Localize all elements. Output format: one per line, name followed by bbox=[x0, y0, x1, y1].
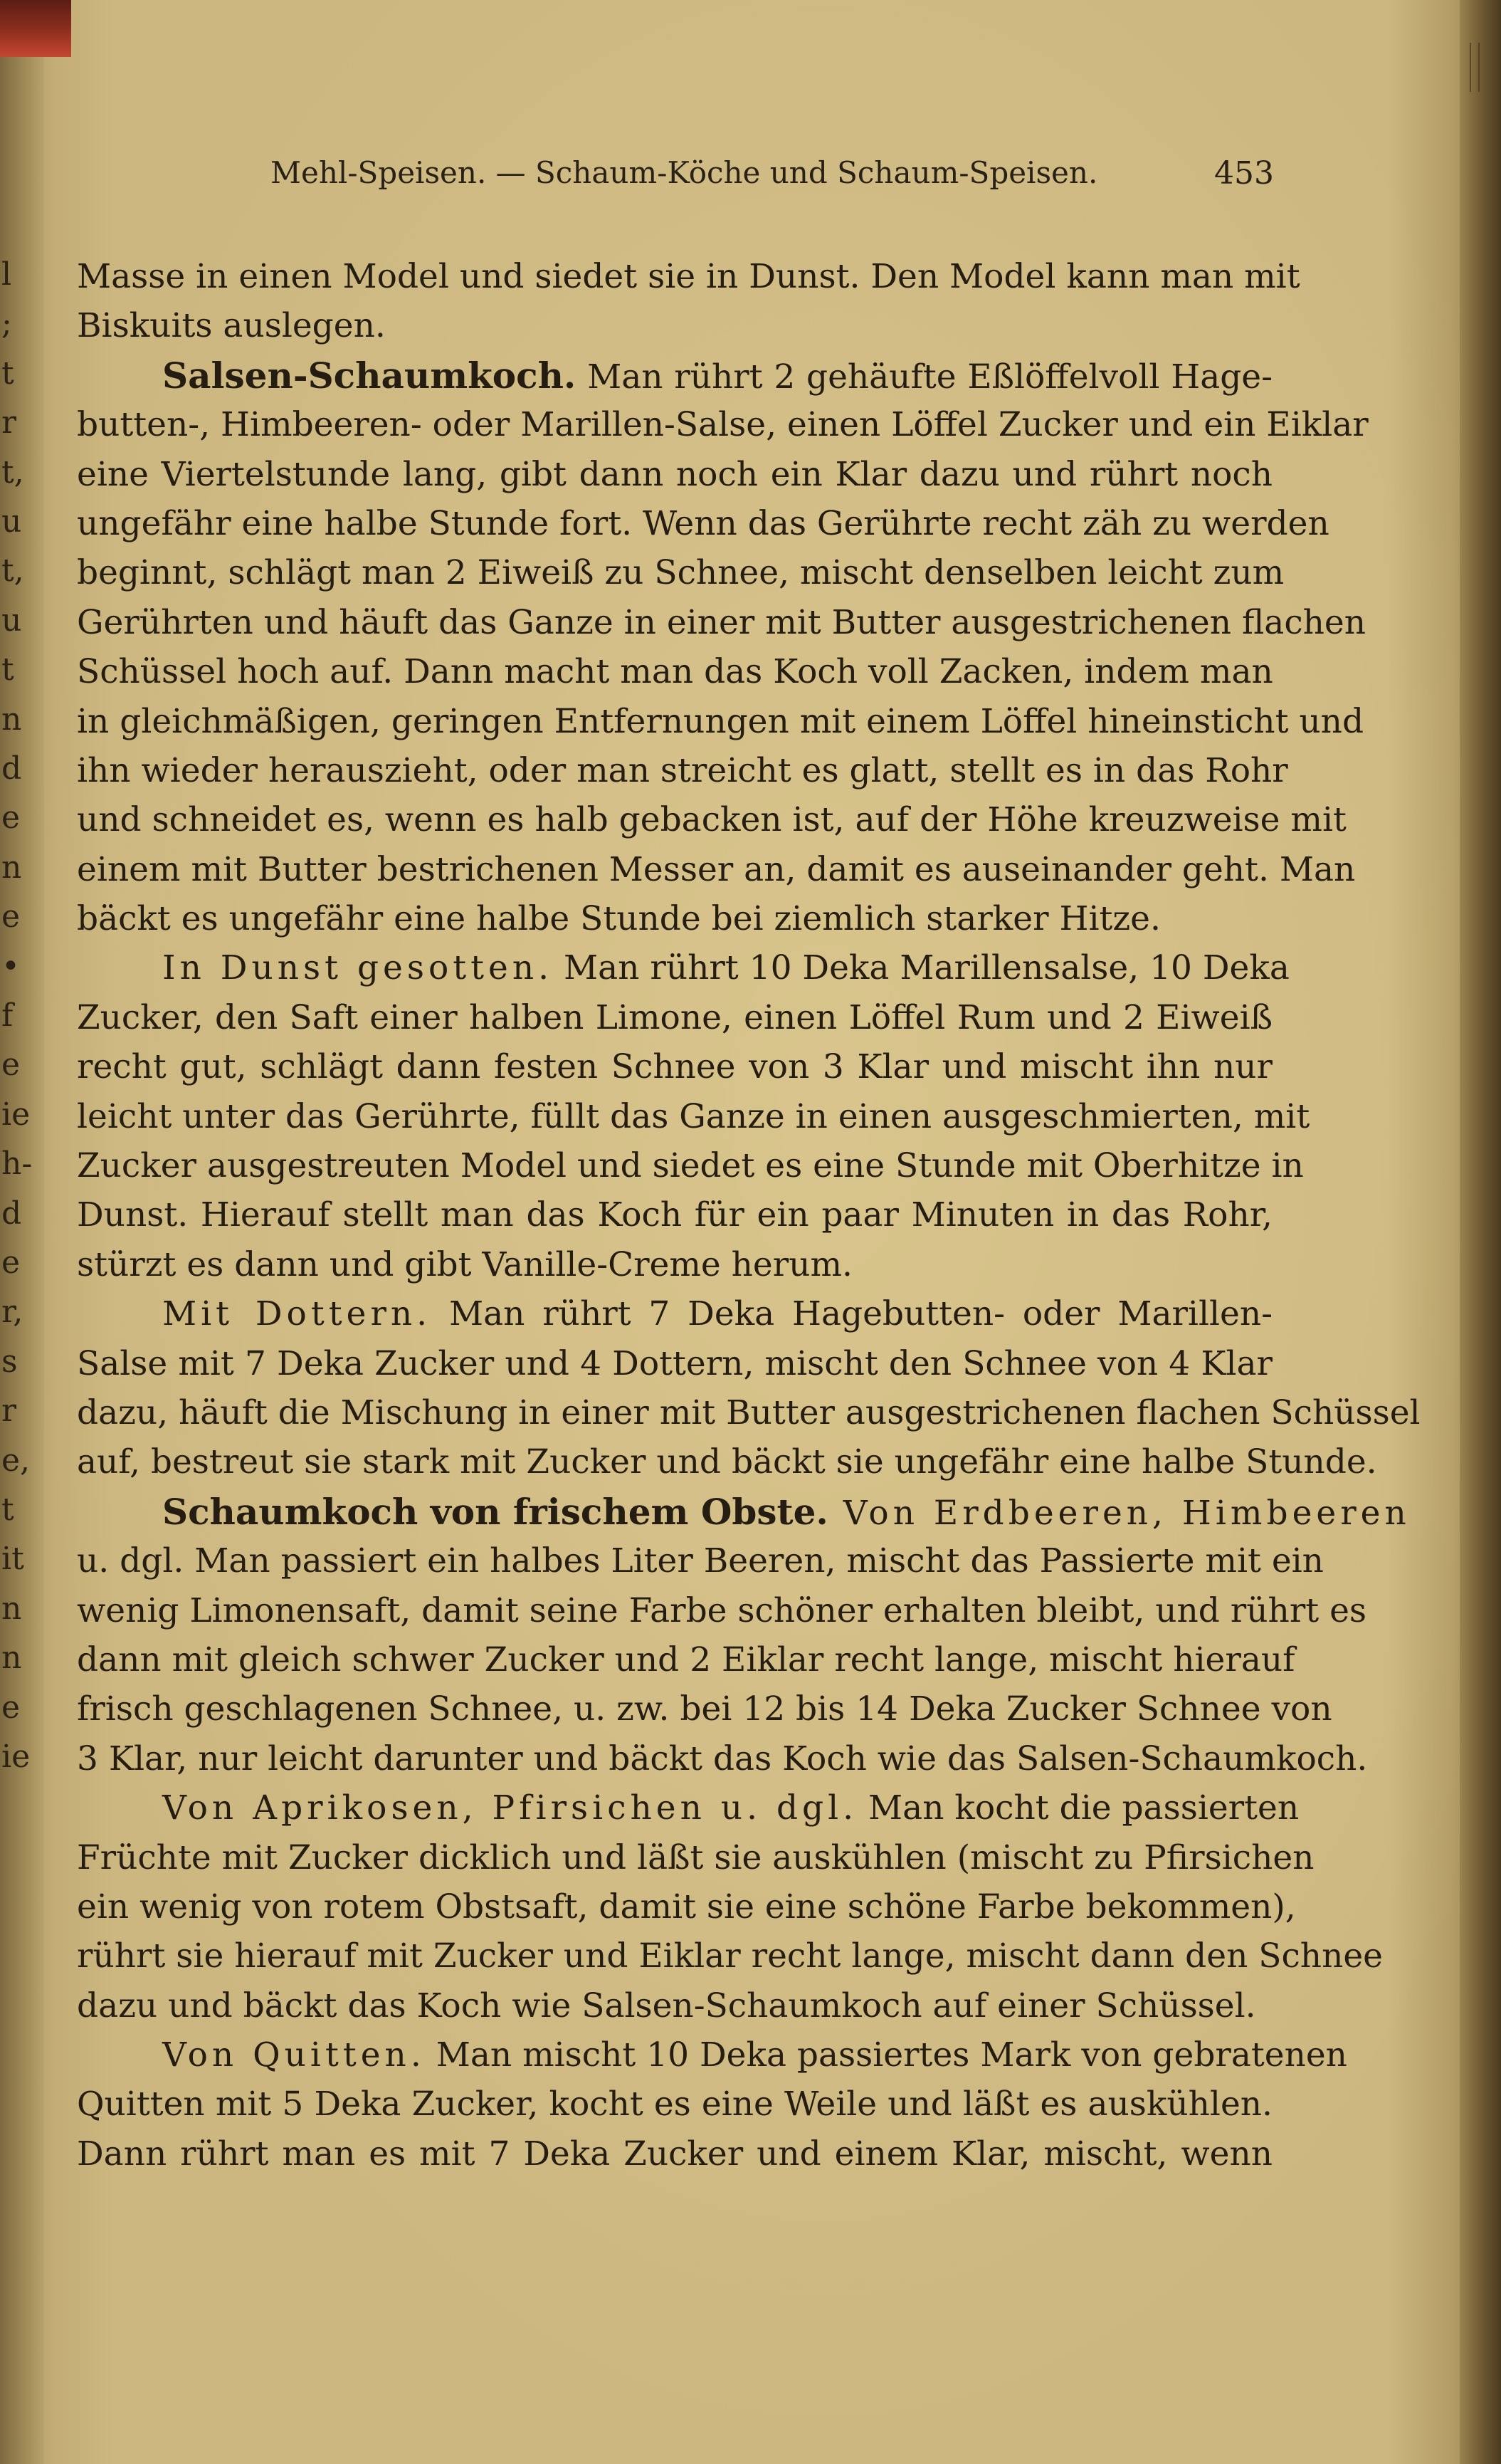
previous-page-letter: d bbox=[1, 1195, 22, 1232]
previous-page-letter: e, bbox=[1, 1442, 31, 1479]
text-line bbox=[77, 1289, 1273, 1338]
text-line: Schüssel hoch auf. Dann macht man das Koch voll Zacken, indem man bbox=[77, 652, 1273, 692]
recipe-subheading: Von Quitten. bbox=[162, 2035, 426, 2075]
text-line: frisch geschlagenen Schnee, u. zw. bei 12 bis 14 Deka Zucker Schnee von bbox=[77, 1689, 1332, 1729]
text-line: Zucker, den Saft einer halben Limone, einen Löffel Rum und 2 Eiweiß bbox=[77, 997, 1273, 1037]
text-span: Man rührt 10 Deka Marillensalse, 10 Deka bbox=[553, 948, 1290, 988]
previous-page-letter: t, bbox=[1, 552, 24, 589]
text-line: rührt sie hierauf mit Zucker und Eiklar recht lange, mischt dann den Schnee bbox=[77, 1936, 1383, 1976]
spine-line bbox=[1478, 43, 1480, 92]
recipe-subheading: Mit Dottern. bbox=[162, 1294, 432, 1334]
previous-page-letter: t bbox=[1, 355, 14, 392]
text-line bbox=[77, 1783, 1300, 1833]
previous-page-letter: t bbox=[1, 1491, 14, 1528]
previous-page-letter: e bbox=[1, 1689, 21, 1726]
body-text bbox=[77, 252, 1421, 2179]
text-line: dazu, häuft die Mischung in einer mit Butter ausgestrichenen flachen Schüssel bbox=[77, 1393, 1421, 1432]
previous-page-letter: h- bbox=[1, 1146, 33, 1183]
text-line: wenig Limonensaft, damit seine Farbe schöner erhalten bleibt, und rührt es bbox=[77, 1590, 1367, 1630]
text-line bbox=[77, 1487, 1411, 1536]
previous-page-letter: ; bbox=[1, 305, 12, 342]
text-line: eine Viertelstunde lang, gibt dann noch ein Klar dazu und rührt noch bbox=[77, 454, 1273, 494]
previous-page-letter: n bbox=[1, 849, 22, 886]
text-line: ungefähr eine halbe Stunde fort. Wenn das Gerührte recht zäh zu werden bbox=[77, 503, 1329, 543]
text-line: beginnt, schlägt man 2 Eiweiß zu Schnee, mischt denselben leicht zum bbox=[77, 553, 1285, 593]
previous-page-letter: ie bbox=[1, 1739, 31, 1775]
recipe-subheading: Von Erdbeeren, Himbeeren bbox=[828, 1493, 1411, 1533]
previous-page-letter: e bbox=[1, 1047, 21, 1084]
text-line: u. dgl. Man passiert ein halbes Liter Beeren, mischt das Passierte mit ein bbox=[77, 1541, 1324, 1581]
recipe-subheading: In Dunst gesotten. bbox=[162, 948, 554, 988]
text-line: ihn wieder herauszieht, oder man streicht es glatt, stellt es in das Rohr bbox=[77, 750, 1288, 790]
previous-page-letter: t bbox=[1, 651, 14, 688]
previous-page-letter: e bbox=[1, 800, 21, 837]
text-line: dazu und bäckt das Koch wie Salsen-Schaumkoch auf einer Schüssel. bbox=[77, 1986, 1256, 2025]
text-line bbox=[77, 943, 1290, 992]
text-line: bäckt es ungefähr eine halbe Stunde bei ziemlich starker Hitze. bbox=[77, 899, 1161, 939]
previous-page-letter: • bbox=[1, 948, 20, 985]
previous-page-letter: d bbox=[1, 750, 22, 787]
previous-page-letter: it bbox=[1, 1541, 24, 1578]
text-line: Dunst. Hierauf stellt man das Koch für ein paar Minuten in das Rohr, bbox=[77, 1195, 1273, 1235]
text-line: Dann rührt man es mit 7 Deka Zucker und einem Klar, mischt, wenn bbox=[77, 2134, 1273, 2174]
text-span: Man rührt 2 gehäufte Eßlöffelvoll Hage- bbox=[576, 357, 1273, 397]
text-line: dann mit gleich schwer Zucker und 2 Eiklar recht lange, mischt hierauf bbox=[77, 1640, 1295, 1679]
text-line: Biskuits auslegen. bbox=[77, 306, 386, 346]
recipe-subheading: Von Aprikosen, Pfirsichen u. dgl. bbox=[162, 1788, 858, 1828]
text-line: Früchte mit Zucker dicklich und läßt sie auskühlen (mischt zu Pfirsichen bbox=[77, 1837, 1315, 1877]
previous-page-letter: s bbox=[1, 1343, 18, 1380]
header-title: Mehl-Speisen. — Schaum-Köche und Schaum-Speisen. bbox=[270, 155, 1098, 190]
previous-page-letter: ie bbox=[1, 1096, 31, 1133]
previous-page-letter: u bbox=[1, 602, 22, 639]
page-number: 453 bbox=[1214, 155, 1274, 192]
text-line bbox=[77, 2030, 1347, 2080]
text-line: Zucker ausgestreuten Model und siedet es eine Stunde mit Oberhitze in bbox=[77, 1146, 1304, 1186]
text-line: ein wenig von rotem Obstsaft, damit sie eine schöne Farbe bekommen), bbox=[77, 1887, 1296, 1926]
previous-page-letter: t, bbox=[1, 454, 24, 491]
text-line: stürzt es dann und gibt Vanille-Creme herum. bbox=[77, 1244, 853, 1284]
bookmark-ribbon bbox=[0, 0, 71, 57]
previous-page-letter: e bbox=[1, 898, 21, 935]
text-span: Man rührt 7 Deka Hagebutten- oder Marillen- bbox=[431, 1294, 1273, 1334]
text-line: und schneidet es, wenn es halb gebacken ist, auf der Höhe kreuzweise mit bbox=[77, 800, 1347, 840]
text-line: einem mit Butter bestrichenen Messer an, damit es auseinander geht. Man bbox=[77, 849, 1356, 889]
text-line: in gleichmäßigen, geringen Entfernungen mit einem Löffel hineinsticht und bbox=[77, 701, 1364, 741]
previous-page-letter: e bbox=[1, 1244, 21, 1281]
previous-page-letter: r bbox=[1, 1393, 17, 1430]
text-line: leicht unter das Gerührte, füllt das Ganze in einen ausgeschmierten, mit bbox=[77, 1096, 1310, 1136]
text-line bbox=[77, 351, 1273, 400]
text-line: auf, bestreut sie stark mit Zucker und bäckt sie ungefähr eine halbe Stunde. bbox=[77, 1442, 1377, 1482]
text-span: Man kocht die passierten bbox=[858, 1788, 1300, 1828]
text-line: Quitten mit 5 Deka Zucker, kocht es eine Weile und läßt es auskühlen. bbox=[77, 2085, 1273, 2124]
previous-page-letter: r, bbox=[1, 1294, 23, 1331]
previous-page-letter: n bbox=[1, 1590, 22, 1627]
recipe-heading: Schaumkoch von frischem Obste. bbox=[162, 1490, 828, 1533]
previous-page-letter: l bbox=[1, 256, 12, 293]
previous-page-letter: n bbox=[1, 701, 22, 738]
text-line: Gerührten und häuft das Ganze in einer mit Butter ausgestrichenen flachen bbox=[77, 602, 1366, 642]
text-line: 3 Klar, nur leicht darunter und bäckt das Koch wie das Salsen-Schaumkoch. bbox=[77, 1739, 1368, 1778]
spine-line bbox=[1470, 43, 1471, 92]
text-line: butten-, Himbeeren- oder Marillen-Salse, einen Löffel Zucker und ein Eiklar bbox=[77, 405, 1369, 445]
text-line: recht gut, schlägt dann festen Schnee von 3 Klar und mischt ihn nur bbox=[77, 1047, 1273, 1087]
previous-page-letter: r bbox=[1, 404, 17, 441]
previous-page-letter: f bbox=[1, 997, 14, 1034]
text-line: Salse mit 7 Deka Zucker und 4 Dottern, mischt den Schnee von 4 Klar bbox=[77, 1343, 1273, 1383]
previous-page-letter: u bbox=[1, 503, 22, 540]
book-spine bbox=[1460, 0, 1501, 2464]
text-line: Masse in einen Model und siedet sie in Dunst. Den Model kann man mit bbox=[77, 257, 1300, 296]
recipe-heading: Salsen-Schaumkoch. bbox=[162, 354, 576, 397]
text-span: Man mischt 10 Deka passiertes Mark von gebratenen bbox=[425, 2035, 1347, 2075]
previous-page-edge bbox=[0, 0, 44, 2464]
previous-page-letter: n bbox=[1, 1640, 22, 1677]
